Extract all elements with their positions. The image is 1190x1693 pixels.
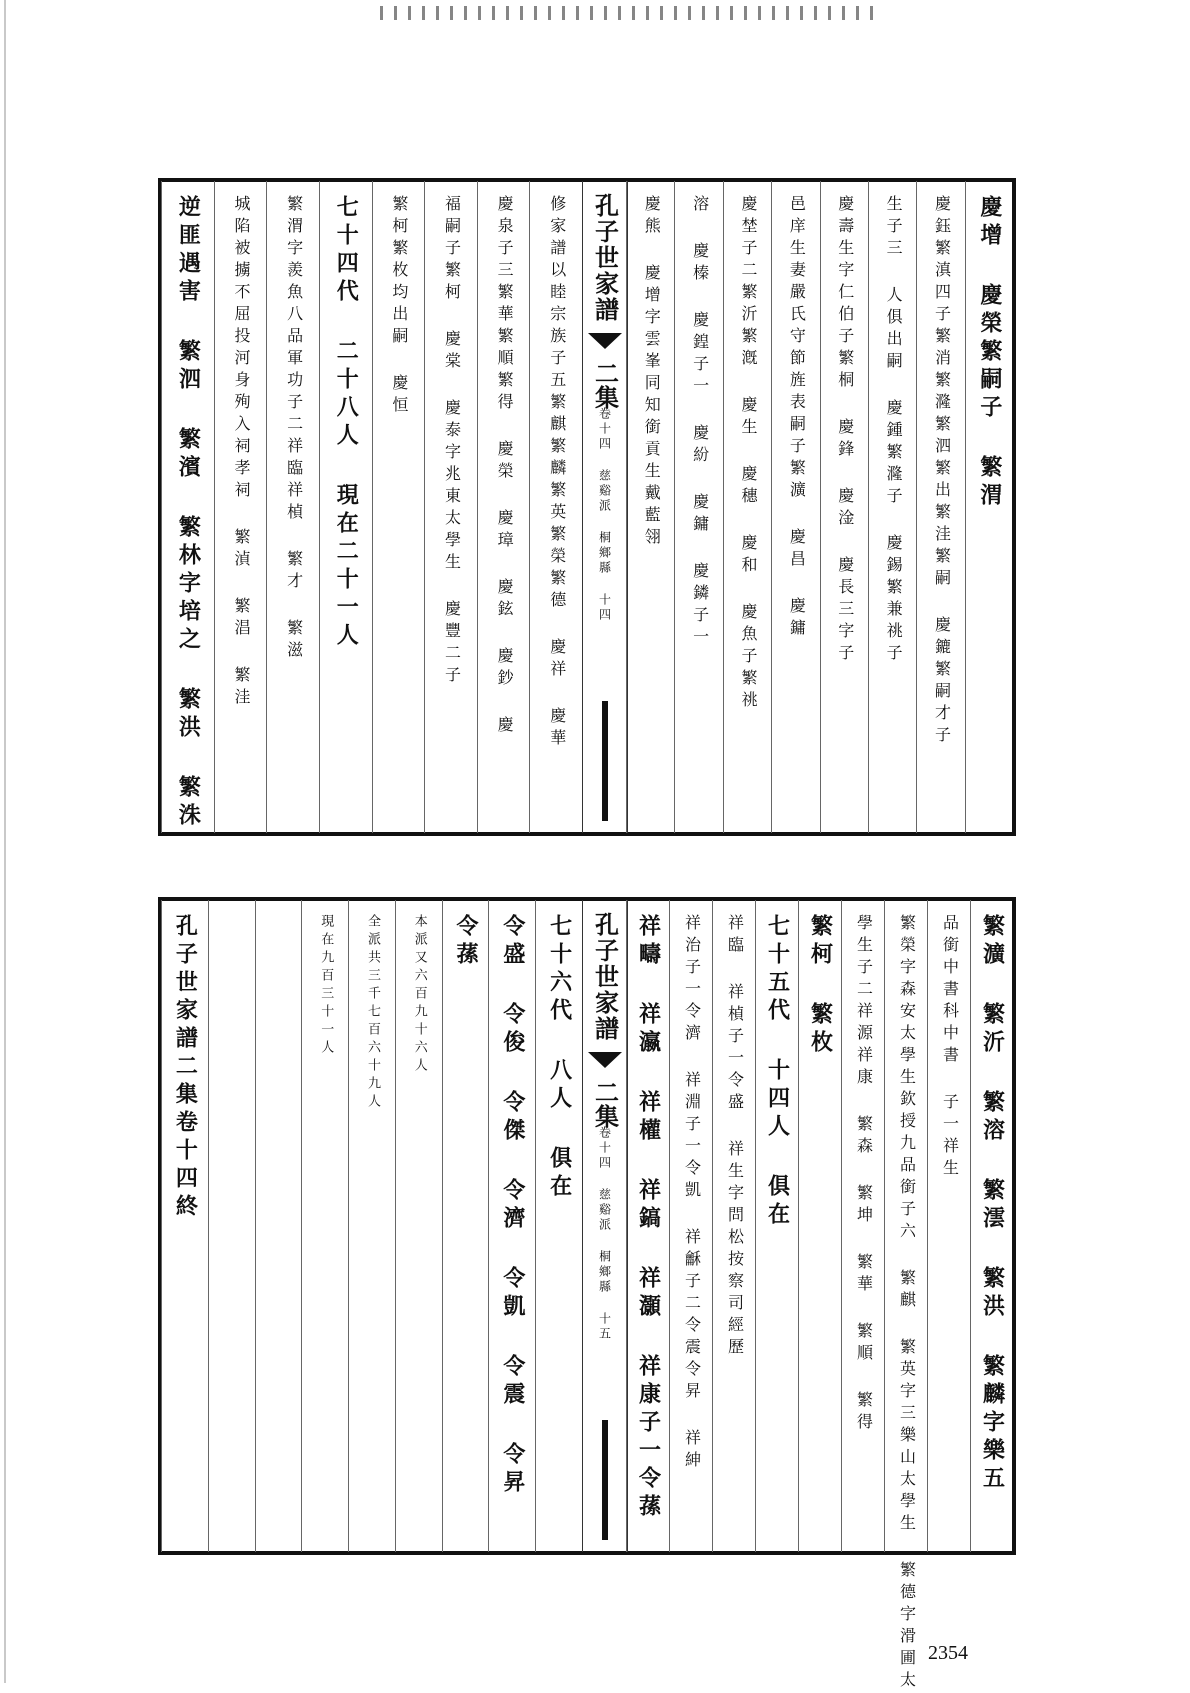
text-column: [927, 900, 971, 1552]
scan-top-artifact: [380, 6, 880, 20]
column-text: 溶 慶榛 慶鍠子一 慶紛 慶鏞 慶鏻子一: [690, 195, 710, 650]
column-text: 繁瀇 繁沂 繁溶 繁澐 繁洪 繁麟字樂五: [979, 914, 1006, 1494]
column-text: 繁榮字森安太學生欽授九品銜子六 繁麒 繁英字三樂山太學生 繁德字滑圃太: [897, 914, 917, 1693]
column-text: 慶熊 慶增字雲峯同知銜貢生戴藍翎: [642, 195, 662, 550]
fold-bar: [602, 701, 608, 821]
text-column: [626, 181, 675, 833]
text-column: [424, 181, 478, 833]
text-column: [477, 181, 531, 833]
column-text: 七十四代 二十八人 現在二十一人: [333, 195, 360, 651]
text-column: [868, 181, 917, 833]
fishtail-mark-icon: [588, 1052, 622, 1068]
fold-detail: 卷十四 慈谿派 桐鄉縣 十五: [597, 1126, 612, 1342]
text-column: [529, 181, 583, 833]
text-column: [626, 900, 670, 1552]
text-column: [970, 900, 1014, 1552]
text-column: [161, 181, 215, 833]
lower-fold-strip: [582, 900, 628, 1552]
fold-detail: 卷十四 慈谿派 桐鄉縣 十四: [597, 407, 612, 623]
upper-fold-strip: [582, 181, 628, 833]
fold-bar: [602, 1420, 608, 1540]
column-text: 孔子世家譜二集卷十四終: [172, 914, 199, 1222]
column-text: 城陷被擄不屈投河身殉入祠孝祠 繁湞 繁淐 繁洼: [231, 195, 251, 710]
column-text: 邑庠生妻嚴氏守節旌表嗣子繁瀇 慶昌 慶鏞: [787, 195, 807, 641]
text-column: [301, 900, 349, 1552]
text-column: [319, 181, 373, 833]
column-text: 慶增 慶榮繁嗣子 繁渭: [976, 195, 1003, 511]
text-column: [771, 181, 820, 833]
column-text: 祥疇 祥瀛 祥權 祥鎬 祥灝 祥康子一令蓀: [635, 914, 662, 1522]
column-text: 繁柯 繁枚: [807, 914, 834, 1058]
text-column: [161, 900, 209, 1552]
text-column: [395, 900, 443, 1552]
text-column: [488, 900, 536, 1552]
text-column: [820, 181, 869, 833]
column-text: 學生子二祥源祥康 繁森 繁坤 繁華 繁順 繁得: [854, 914, 874, 1435]
column-text: 七十五代 十四人 俱在: [764, 914, 791, 1230]
column-text: 慶埜子二繁沂繁漑 慶生 慶穗 慶和 慶魚子繁祧: [738, 195, 758, 713]
column-text: 七十六代 八人 俱在: [546, 914, 573, 1202]
text-column: [669, 900, 713, 1552]
fold-volume: 二集: [590, 361, 620, 409]
scan-edge-line: [4, 0, 6, 1683]
column-text: 繁柯繁枚均出嗣 慶恒: [389, 195, 409, 418]
column-text: 本派又六百九十六人: [411, 914, 427, 1076]
text-column: [214, 181, 268, 833]
text-column: [841, 900, 885, 1552]
text-column: [723, 181, 772, 833]
text-column: [965, 181, 1014, 833]
column-text: 修家譜以睦宗族子五繁麒繁麟繁英繁榮繁德 慶祥 慶華: [547, 195, 567, 751]
text-column: [442, 900, 490, 1552]
column-text: 福嗣子繁柯 慶棠 慶泰字兆東太學生 慶豐二子: [442, 195, 462, 688]
column-text: 現在九百三十一人: [318, 914, 334, 1058]
text-column: [916, 181, 965, 833]
column-text: 生子三 人俱出嗣 慶鍾繁漋子 慶錫繁兼祧子: [884, 195, 904, 666]
text-column: [884, 900, 928, 1693]
column-text: 慶泉子三繁華繁順繁得 慶榮 慶璋 慶鉉 慶鈔 慶: [495, 195, 515, 738]
upper-page-panel: [158, 178, 1016, 836]
text-column: [348, 900, 396, 1552]
column-text: 祥治子一令濟 祥淵子一令凱 祥龢子二令震令昇 祥紳: [682, 914, 702, 1473]
text-column: [674, 181, 723, 833]
column-text: 令蓀: [453, 914, 480, 970]
column-text: 繁渭字羨魚八品軍功子二祥臨祥楨 繁才 繁滋: [284, 195, 304, 663]
text-column: [755, 900, 799, 1552]
column-text: 品銜中書科中書 子一祥生: [940, 914, 960, 1181]
column-text: 祥臨 祥楨子一令盛 祥生字問松按察司經歷: [725, 914, 745, 1360]
text-column: [535, 900, 583, 1552]
text-column: [372, 181, 426, 833]
fold-volume: 二集: [590, 1080, 620, 1128]
column-text: 全派共三千七百六十九人: [364, 914, 380, 1112]
text-column: [255, 900, 303, 1552]
column-text: 逆匪遇害 繁泗 繁濱 繁林字培之 繁洪 繁洙: [175, 195, 202, 831]
column-text: 令盛 令俊 令傑 令濟 令凱 令震 令昇: [499, 914, 526, 1498]
text-column: [798, 900, 842, 1552]
text-column: [266, 181, 320, 833]
fold-title: 孔子世家譜: [590, 193, 620, 323]
text-column: [712, 900, 756, 1552]
fold-title: 孔子世家譜: [590, 912, 620, 1042]
column-text: 慶壽生字仁伯子繁桐 慶鋒 慶淦 慶長三字子: [835, 195, 855, 666]
page-number: 2354: [928, 1642, 968, 1664]
column-text: 慶鈺繁滇四子繁消繁漋繁泗繁出繁洼繁嗣 慶鏕繁嗣才子: [932, 195, 952, 748]
text-column: [208, 900, 256, 1552]
fishtail-mark-icon: [588, 333, 622, 349]
